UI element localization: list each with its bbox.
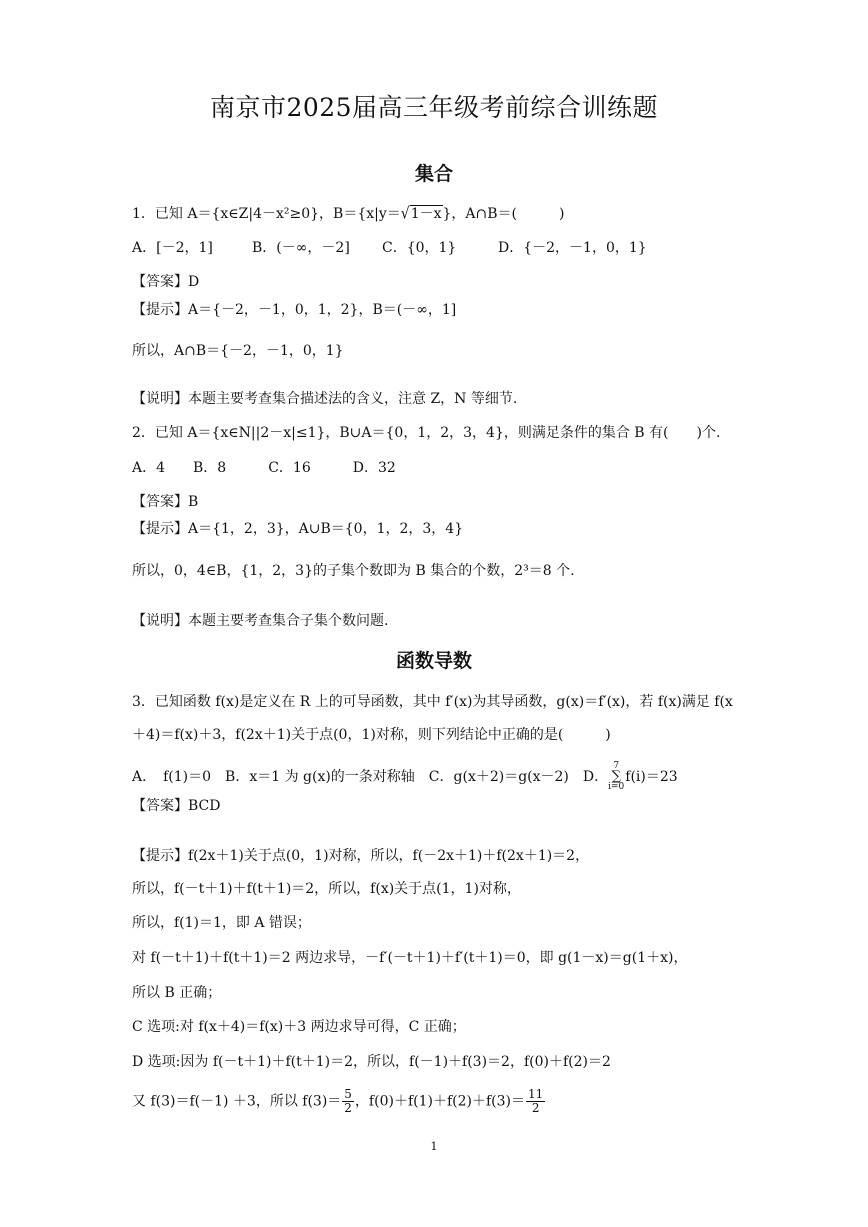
q1-option-c: C．{0，1} [382, 240, 457, 256]
q3-options-main: A． f(1)＝0 B．x＝1 为 g(x)的一条对称轴 C．g(x＋2)＝g(x－2) D． [132, 769, 609, 785]
q3-hint: 【提示】f(2x＋1)关于点(0，1)对称，所以，f(－2x＋1)＋f(2x＋1)＝2， [132, 848, 590, 864]
sqrt-symbol: √1－x [400, 204, 442, 224]
q1-answer: 【答案】D [132, 274, 200, 290]
fraction-numerator: 11 [528, 1087, 544, 1101]
fraction-11-2 [526, 1088, 545, 1115]
q1-option-b: B．(－∞，－2] [252, 240, 350, 256]
q3-line-8 [132, 1088, 546, 1115]
section-heading-sets: 集合 [414, 163, 453, 185]
q1-option-a: A．[－2，1] [132, 240, 213, 256]
q2-options: A．4 B．8 C．16 D．32 [132, 460, 396, 476]
q2-explanation: 所以，0，4∈B，{1，2，3}的子集个数即为 B 集合的个数，2³＝8 个. [132, 563, 575, 579]
q2-hint: 【提示】A＝{1，2，3}，A∪B＝{0，1，2，3，4} [132, 521, 464, 537]
q1-note: 【说明】本题主要考查集合描述法的含义，注意 Z，N 等细节. [132, 391, 518, 407]
q3-line-6: C 选项:对 f(x＋4)＝f(x)＋3 两边求导可得，C 正确； [132, 1019, 466, 1035]
q2-stem: 2．已知 A＝{x∈N||2－x|≤1}，B∪A＝{0，1，2，3，4}，则满足条件的集合 B 有( )个. [132, 425, 721, 441]
q3-line-7: D 选项:因为 f(－t＋1)＋f(t＋1)＝2，所以，f(－1)＋f(3)＝2，f(0)＋f(2)＝2 [132, 1054, 611, 1070]
q3-options [132, 762, 678, 792]
q1-explanation: 所以，A∩B＝{－2，－1，0，1} [132, 343, 344, 359]
sum-lower: i=0 [608, 782, 625, 792]
q3-line-8-start: 又 f(3)＝f(－1) ＋3，所以 f(3)＝ [132, 1093, 342, 1110]
sum-upper: 7 [613, 761, 620, 771]
fraction-numerator: 5 [344, 1087, 352, 1101]
q1-radicand: 1－x [410, 206, 442, 222]
q1-stem-sets: A＝{x∈Z|4－x²≥0}，B＝{x|y＝ [187, 206, 401, 222]
q3-line-3: 所以，f(1)＝1，即 A 错误； [132, 915, 311, 931]
summation-symbol [608, 762, 624, 792]
fraction-5-2 [342, 1088, 354, 1115]
q3-stem-line1: 3．已知函数 f(x)是定义在 R 上的可导函数，其中 f′(x)为其导函数，g(x)＝f′(x)，若 f(x)满足 f(x [132, 694, 733, 710]
page-title: 南京市2025届高三年级考前综合训练题 [209, 93, 659, 122]
fraction-denominator: 2 [531, 1101, 540, 1115]
q3-answer: 【答案】BCD [132, 798, 221, 814]
q3-line-4: 对 f(－t＋1)＋f(t＋1)＝2 两边求导，－f′(－t＋1)＋f′(t＋1)＝0，即 g(1－x)＝g(1＋x)， [132, 950, 688, 966]
q1-option-d: D．{－2，－1，0，1} [498, 240, 647, 256]
q1-hint: 【提示】A＝{－2，－1，0，1，2}，B＝(－∞，1] [132, 302, 457, 318]
q3-line-8-mid: ，f(0)＋f(1)＋f(2)＋f(3)＝ [354, 1093, 525, 1110]
q3-line-5: 所以 B 正确； [132, 985, 222, 1001]
q3-line-2: 所以，f(－t＋1)＋f(t＋1)＝2，所以，f(x)关于点(1，1)对称， [132, 881, 521, 897]
q1-stem-suffix: }，A∩B＝( ) [442, 206, 565, 222]
q3-option-d-tail: f(i)＝23 [625, 769, 678, 785]
sum-sigma: ∑ [611, 769, 621, 784]
q3-stem-line2: ＋4)＝f(x)＋3，f(2x＋1)关于点(0，1)对称，则下列结论中正确的是( ) [132, 727, 611, 743]
q1-stem-prefix: 1．已知 [132, 206, 183, 222]
section-heading-functions: 函数导数 [395, 650, 472, 672]
q2-note: 【说明】本题主要考查集合子集个数问题. [132, 613, 389, 629]
q1-stem [132, 205, 564, 223]
page-number: 1 [430, 1140, 438, 1153]
fraction-denominator: 2 [344, 1101, 352, 1115]
q2-answer: 【答案】B [132, 494, 199, 510]
